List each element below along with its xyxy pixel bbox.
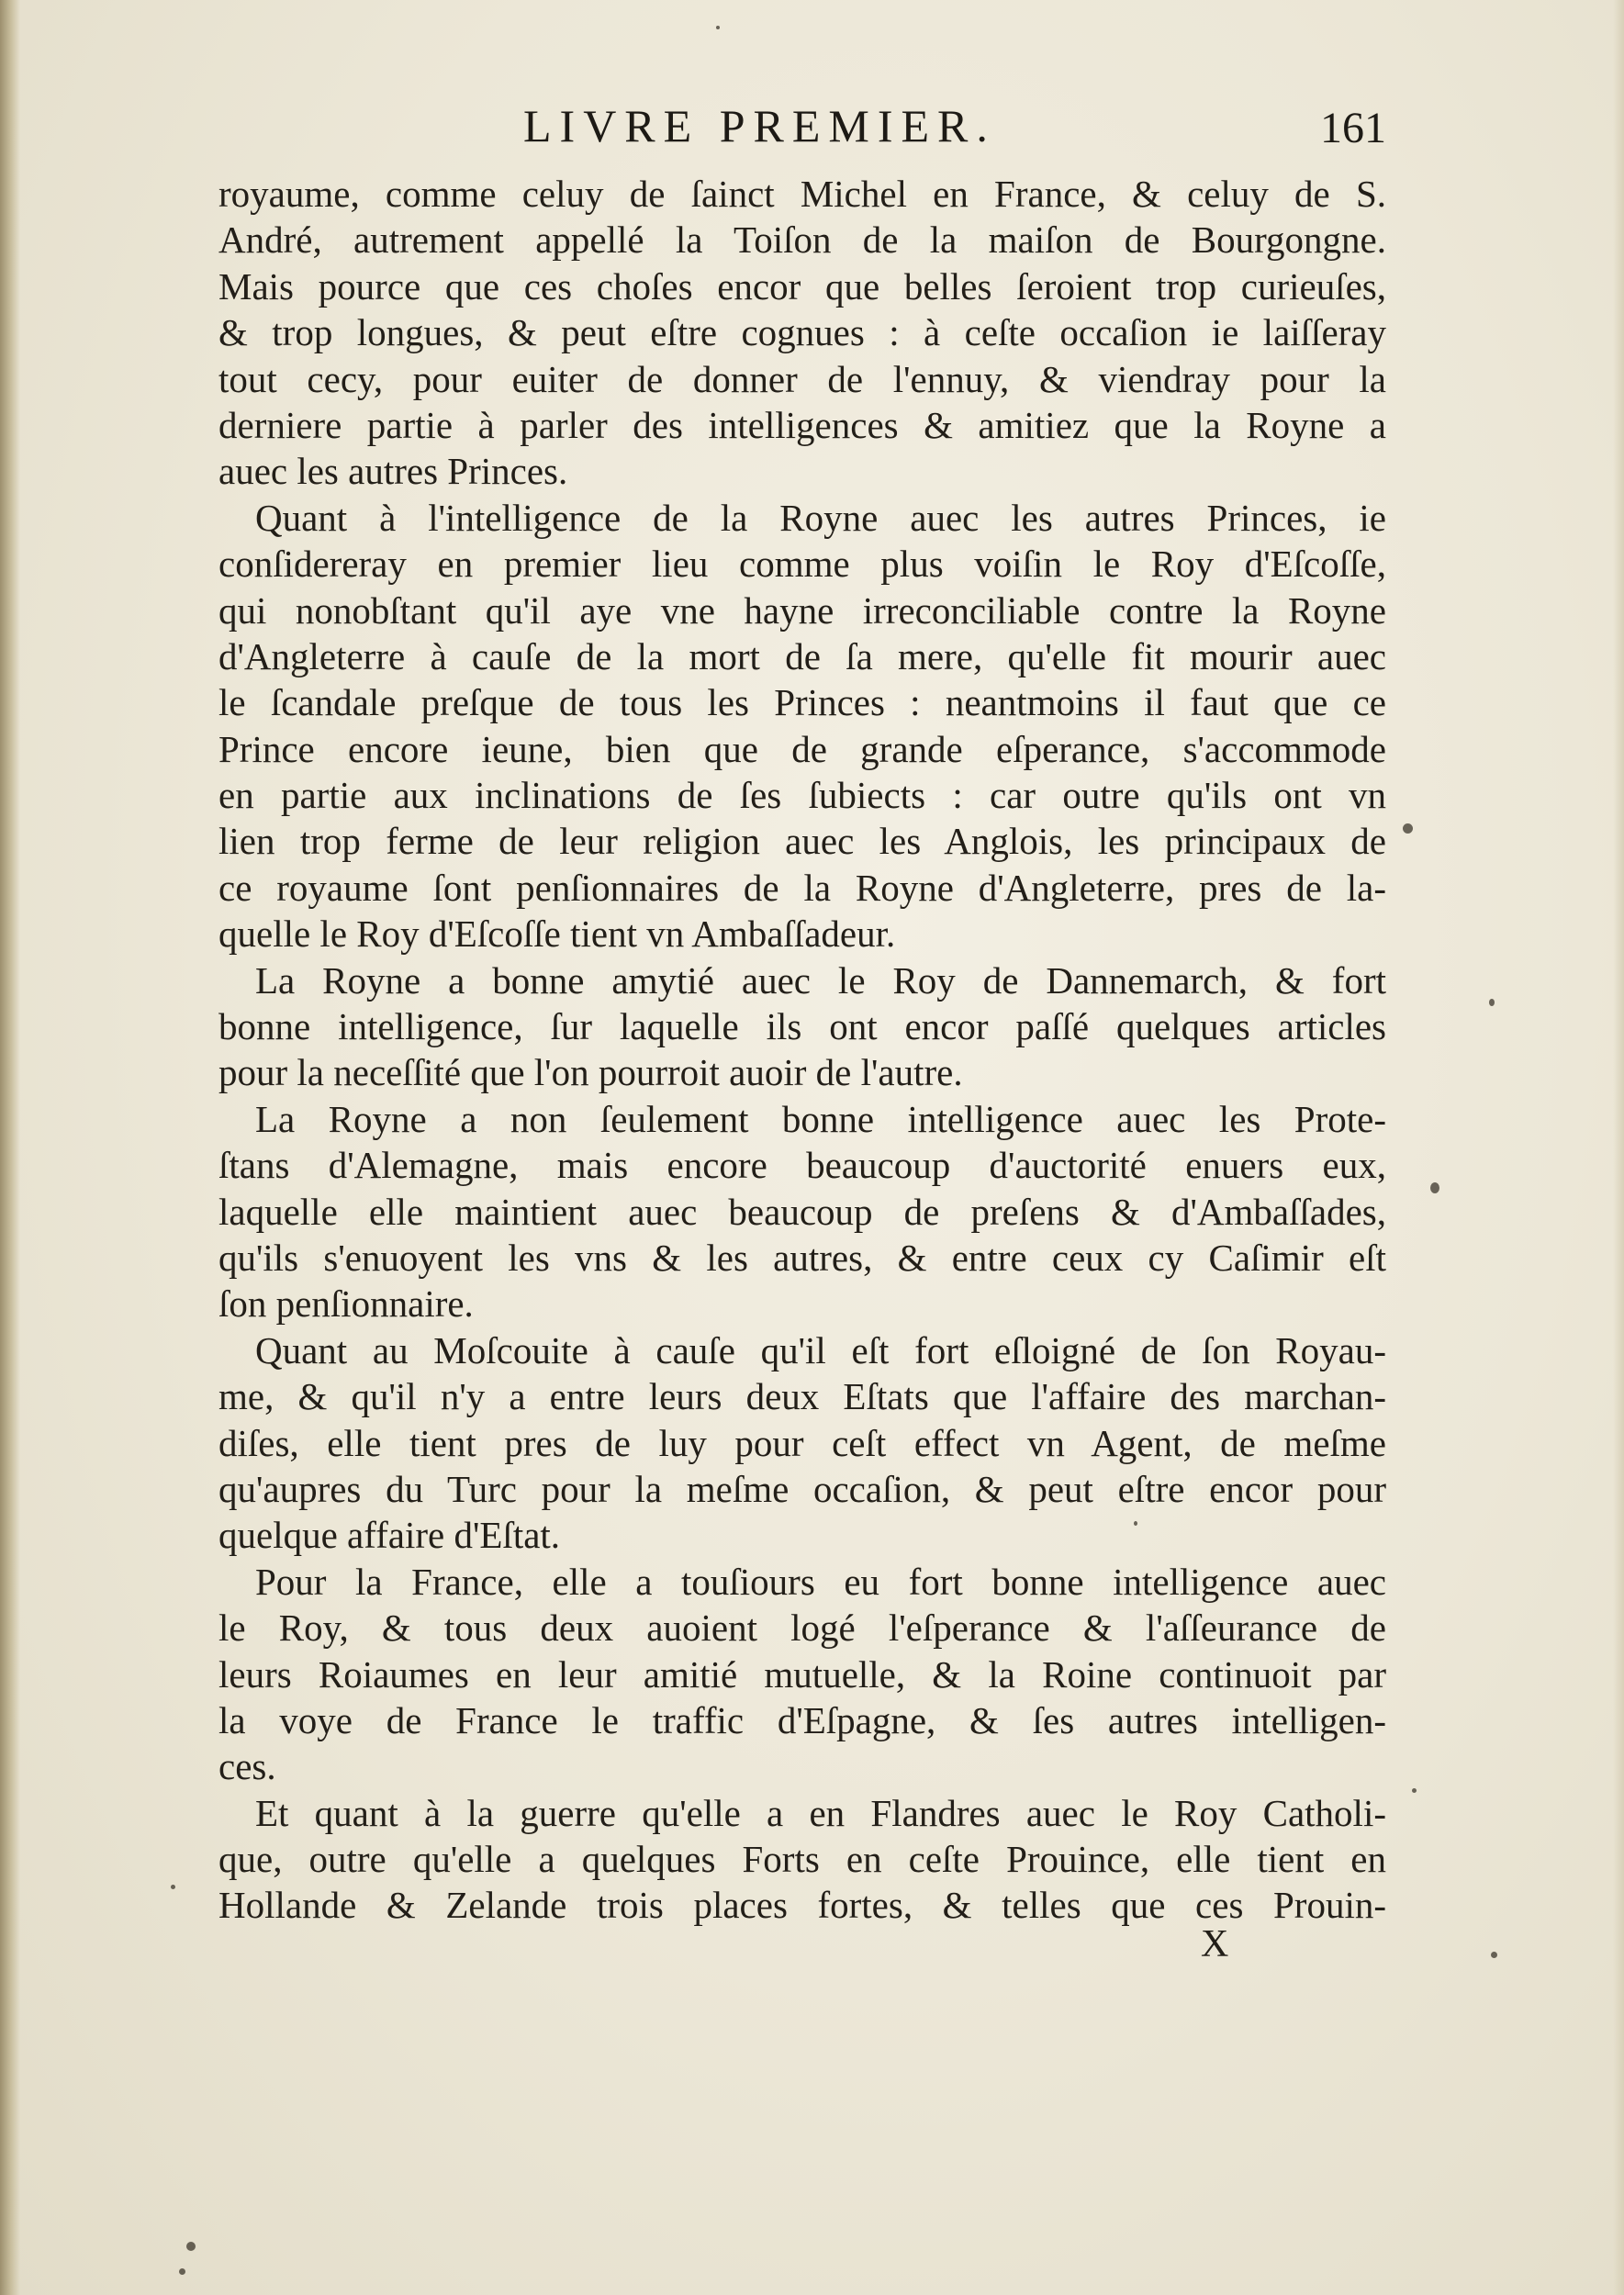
ink-speck (1489, 999, 1495, 1006)
text-line: conſidereray en premier lieu comme plus voiſin le Roy d'Eſcoſſe, (218, 543, 1386, 586)
text-line: quelque affaire d'Eſtat. (218, 1514, 561, 1557)
text-line: me, & qu'il n'y a entre leurs deux Eſtats que l'affaire des marchan- (218, 1375, 1386, 1418)
text-line: pour la neceſſité que l'on pourroit auoir de l'autre. (218, 1051, 963, 1094)
text-line: en partie aux inclinations de ſes ſubiects : car outre qu'ils ont vn (218, 774, 1386, 817)
text-line: royaume, comme celuy de ſainct Michel en France, & celuy de S. (218, 173, 1386, 215)
text-line: Et quant à la guerre qu'elle a en Flandres auec le Roy Catholi- (255, 1791, 1386, 1834)
text-line: derniere partie à parler des intelligences & amitiez que la Royne a (218, 403, 1386, 446)
text-line: quelle le Roy d'Eſcoſſe tient vn Ambaſſadeur. (218, 912, 896, 956)
text-line: leurs Roiaumes en leur amitié mutuelle, & la Roine continuoit par (218, 1652, 1386, 1696)
text-line: La Royne a bonne amytié auec le Roy de Dannemarch, & fort (255, 958, 1386, 1002)
text-line: ces. (218, 1745, 276, 1788)
ink-speck (716, 26, 720, 29)
text-line: & trop longues, & peut eſtre cognues : à ceſte occaſion ie laiſſeray (218, 311, 1386, 354)
text-line: ſtans d'Alemagne, mais encore beaucoup d'auctorité enuers eux, (218, 1144, 1386, 1187)
text-line: Prince encore ieune, bien que de grande eſperance, s'accommode (218, 727, 1386, 770)
text-line: laquelle elle maintient auec beaucoup de preſens & d'Ambaſſades, (218, 1190, 1386, 1233)
ink-speck (186, 2242, 196, 2251)
text-line: la voye de France le traffic d'Eſpagne, & ſes autres intelligen- (218, 1698, 1386, 1741)
paragraph (218, 1559, 1386, 1790)
paragraph (218, 1327, 1386, 1559)
ink-speck (1430, 1182, 1439, 1193)
page-number: 161 (1320, 104, 1386, 152)
text-line: Quant au Moſcouite à cauſe qu'il eſt fort eſloigné de ſon Royau- (255, 1328, 1386, 1371)
text-line: d'Angleterre à cauſe de la mort de ſa mere, qu'elle fit mourir auec (218, 634, 1386, 677)
ink-speck (1412, 1788, 1417, 1793)
paragraph (218, 957, 1386, 1096)
paragraph (218, 171, 1386, 495)
ink-speck (179, 2268, 185, 2275)
running-title: LIVRE PREMIER. (523, 100, 996, 151)
body-text (218, 171, 1386, 1929)
ink-speck (1403, 823, 1413, 834)
text-line: Mais pource que ces choſes encor que belles ſeroient trop curieuſes, (218, 264, 1386, 308)
paragraph (218, 1790, 1386, 1929)
paragraph (218, 495, 1386, 957)
text-line: ce royaume ſont penſionnaires de la Royne d'Angleterre, pres de la- (218, 866, 1386, 909)
text-line: le Roy, & tous deux auoient logé l'eſperance & l'aſſeurance de (218, 1606, 1386, 1650)
text-line: qui nonobſtant qu'il aye vne hayne irreconciliable contre la Royne (218, 588, 1386, 632)
text-line: Hollande & Zelande trois places fortes, & telles que ces Prouin- (218, 1884, 1386, 1927)
binding-gutter-shadow (0, 0, 20, 2295)
ink-speck (1491, 1952, 1497, 1958)
text-line: diſes, elle tient pres de luy pour ceſt effect vn Agent, de meſme (218, 1421, 1386, 1464)
running-head (220, 99, 1386, 154)
text-line: lien trop ferme de leur religion auec les Anglois, les principaux de (218, 820, 1386, 863)
text-line: qu'aupres du Turc pour la meſme occaſion, & peut eſtre encor pour (218, 1467, 1386, 1510)
text-line: tout cecy, pour euiter de donner de l'ennuy, & viendray pour la (218, 357, 1386, 400)
text-line: La Royne a non ſeulement bonne intelligence auec les Prote- (255, 1097, 1386, 1140)
text-line: bonne intelligence, ſur laquelle ils ont encor paſſé quelques articles (218, 1005, 1386, 1048)
text-line: Pour la France, elle a touſiours eu fort bonne intelligence auec (255, 1560, 1386, 1603)
text-line: ſon penſionnaire. (218, 1282, 474, 1326)
text-line: auec les autres Princes. (218, 450, 568, 493)
text-line: qu'ils s'enuoyent les vns & les autres, & entre ceux cy Caſimir eſt (218, 1236, 1386, 1279)
text-line: que, outre qu'elle a quelques Forts en ceſte Prouince, elle tient en (218, 1838, 1386, 1881)
signature-mark: X (1201, 1923, 1229, 1965)
text-line: André, autrement appellé la Toiſon de la maiſon de Bourgongne. (218, 218, 1386, 262)
paragraph (218, 1096, 1386, 1327)
text-line: le ſcandale preſque de tous les Princes : neantmoins il faut que ce (218, 681, 1386, 724)
page-edge-shadow (1613, 0, 1624, 2295)
text-line: Quant à l'intelligence de la Royne auec les autres Princes, ie (255, 496, 1386, 539)
ink-speck (171, 1885, 175, 1889)
